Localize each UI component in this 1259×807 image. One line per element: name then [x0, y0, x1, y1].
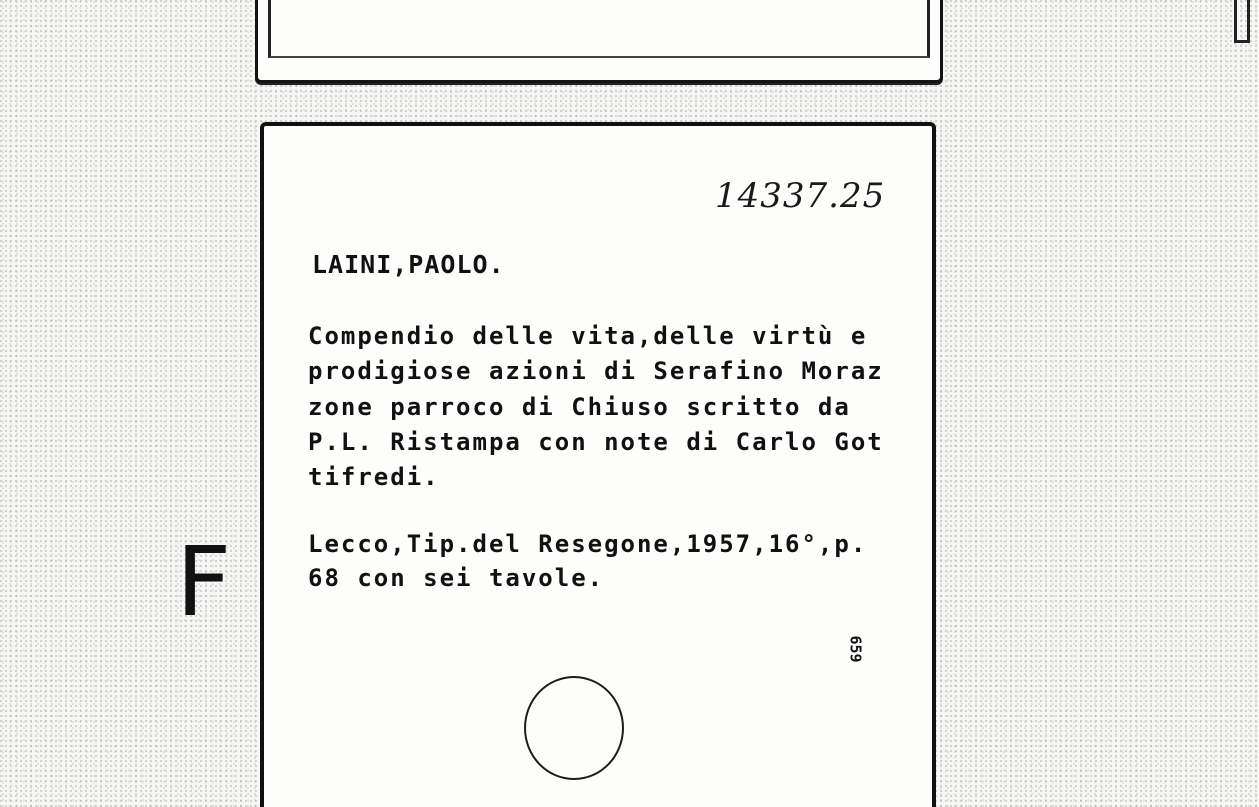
- title-line-3: zone parroco di Chiuso scritto da: [308, 393, 851, 421]
- title-line-5: tifredi.: [308, 463, 440, 491]
- shelfmark-number: 659: [846, 635, 865, 663]
- tray-divider-letter: F: [176, 526, 232, 638]
- author-heading: LAINI,PAOLO.: [312, 250, 505, 279]
- accession-number: 14337.25: [715, 176, 886, 216]
- title-line-4: P.L. Ristampa con note di Carlo Got: [308, 428, 884, 456]
- imprint-line-1: Lecco,Tip.del Resegone,1957,16°,p.: [308, 530, 868, 558]
- previous-card-frame: [268, 0, 930, 58]
- previous-catalog-card: [255, 0, 943, 83]
- title-line-2: prodigiose azioni di Serafino Moraz: [308, 357, 884, 385]
- title-line-1: Compendio delle vita,delle virtù e: [308, 322, 868, 350]
- adjacent-card-edge: [1234, 0, 1250, 43]
- card-punch-hole: [524, 676, 624, 780]
- imprint-line-2: 68 con sei tavole.: [308, 564, 605, 592]
